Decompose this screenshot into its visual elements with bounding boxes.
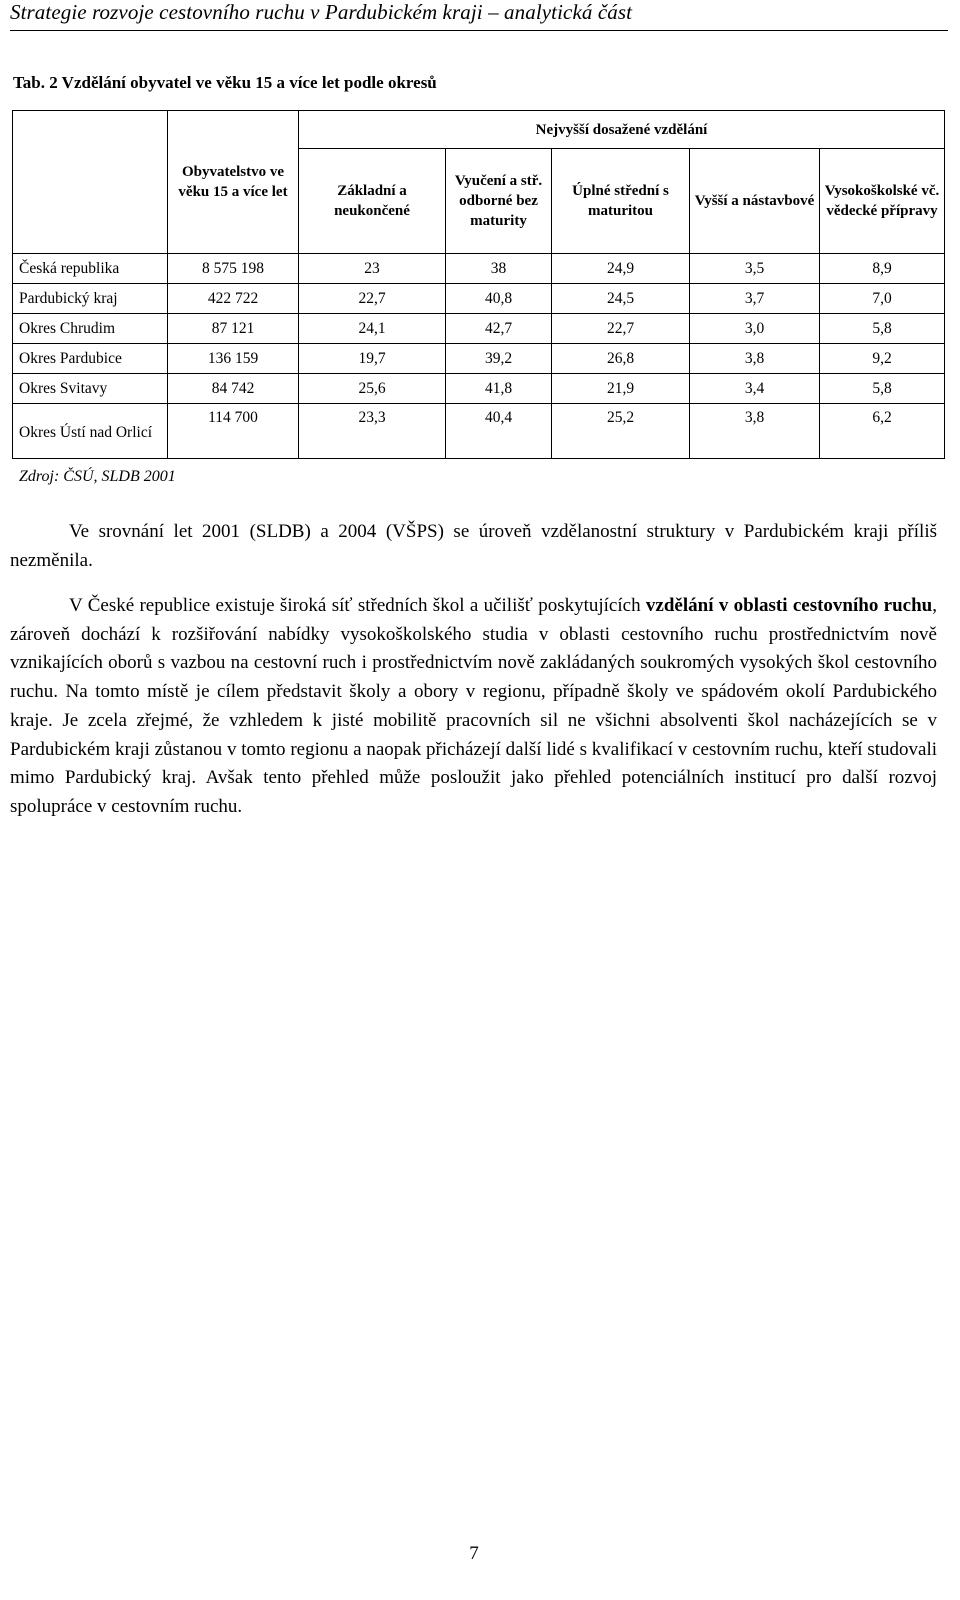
paragraph-comparison: Ve srovnání let 2001 (SLDB) a 2004 (VŠPS) se úroveň vzdělanostní struktury v Pardubickém kraji příliš nezměnila. (10, 521, 937, 571)
row-value: 3,0 (690, 314, 820, 344)
row-value: 3,5 (690, 254, 820, 284)
col-header-population: Obyvatelstvo ve věku 15 a více let (168, 111, 299, 254)
row-region: Okres Svitavy (13, 374, 168, 404)
row-value: 8,9 (820, 254, 945, 284)
row-value: 26,8 (552, 344, 690, 374)
table-row (13, 284, 945, 314)
col-header-vocational: Vyučení a stř. odborné bez maturity (446, 149, 552, 254)
row-population: 84 742 (168, 374, 299, 404)
col-header-basic: Základní a neukončené (299, 149, 446, 254)
table-row (13, 404, 945, 459)
row-population: 114 700 (168, 404, 299, 459)
row-value: 24,9 (552, 254, 690, 284)
row-value: 21,9 (552, 374, 690, 404)
col-header-university: Vysokoškolské vč. vědecké přípravy (820, 149, 945, 254)
row-value: 40,4 (446, 404, 552, 459)
table-source-note: Zdroj: ČSÚ, SLDB 2001 (19, 468, 176, 485)
row-value: 5,8 (820, 374, 945, 404)
table-row (13, 314, 945, 344)
page-number: 7 (469, 1543, 479, 1564)
paragraph-text-end: , zároveň dochází k rozšiřování nabídky vysokoškolského studia v oblasti cestovního ruchu prostřednictvím nově vznikajících oborů s vazbou na cestovní ruch i prostřednictvím nově zakládaných soukromých vysokých škol cestovního ruchu. Na tomto místě je cílem představit školy a obory v regionu, případně školy ve spádovém okolí Pardubického kraje. Je zcela zřejmé, že vzhledem k jisté mobilitě pracovních sil ne všichni absolventi škol nacházejících se v Pardubickém kraji zůstanou v tomto regionu a naopak přicházejí další lidé s kvalifikací v cestovním ruchu, kteří studovali mimo Pardubický kraj. Avšak tento přehled může posloužit jako přehled potenciálních institucí pro další rozvoj spolupráce v cestovním ruchu. (10, 595, 937, 817)
row-value: 3,8 (690, 404, 820, 459)
row-value: 41,8 (446, 374, 552, 404)
row-value: 39,2 (446, 344, 552, 374)
paragraph-education-schools (10, 592, 937, 822)
row-region: Okres Chrudim (13, 314, 168, 344)
row-value: 3,7 (690, 284, 820, 314)
row-population: 136 159 (168, 344, 299, 374)
row-value: 6,2 (820, 404, 945, 459)
table-corner-cell (13, 111, 168, 254)
row-value: 25,2 (552, 404, 690, 459)
row-value: 38 (446, 254, 552, 284)
row-value: 24,5 (552, 284, 690, 314)
running-header-title: Strategie rozvoje cestovního ruchu v Pardubickém kraji – analytická část (10, 0, 633, 24)
row-region: Pardubický kraj (13, 284, 168, 314)
table-header-row (13, 111, 945, 149)
col-header-secondary: Úplné střední s maturitou (552, 149, 690, 254)
row-value: 7,0 (820, 284, 945, 314)
row-value: 22,7 (552, 314, 690, 344)
row-value: 40,8 (446, 284, 552, 314)
row-population: 8 575 198 (168, 254, 299, 284)
row-value: 22,7 (299, 284, 446, 314)
row-population: 422 722 (168, 284, 299, 314)
row-value: 3,8 (690, 344, 820, 374)
paragraph-text-start: V České republice existuje široká síť středních škol a učilišť poskytujících (69, 595, 646, 616)
running-header (10, 0, 948, 31)
row-region: Okres Pardubice (13, 344, 168, 374)
row-region: Okres Ústí nad Orlicí (13, 404, 168, 459)
row-value: 23 (299, 254, 446, 284)
row-region: Česká republika (13, 254, 168, 284)
col-header-higher: Vyšší a nástavbové (690, 149, 820, 254)
row-value: 9,2 (820, 344, 945, 374)
table-row (13, 254, 945, 284)
row-value: 42,7 (446, 314, 552, 344)
col-group-header: Nejvyšší dosažené vzdělání (299, 111, 945, 149)
table-row (13, 344, 945, 374)
row-value: 25,6 (299, 374, 446, 404)
row-value: 23,3 (299, 404, 446, 459)
table-row (13, 374, 945, 404)
row-value: 3,4 (690, 374, 820, 404)
row-value: 5,8 (820, 314, 945, 344)
row-value: 19,7 (299, 344, 446, 374)
paragraph-emphasis: vzdělání v oblasti cestovního ruchu (645, 595, 933, 616)
row-value: 24,1 (299, 314, 446, 344)
education-table (12, 110, 945, 459)
table-caption: Tab. 2 Vzdělání obyvatel ve věku 15 a více let podle okresů (13, 73, 437, 92)
row-population: 87 121 (168, 314, 299, 344)
